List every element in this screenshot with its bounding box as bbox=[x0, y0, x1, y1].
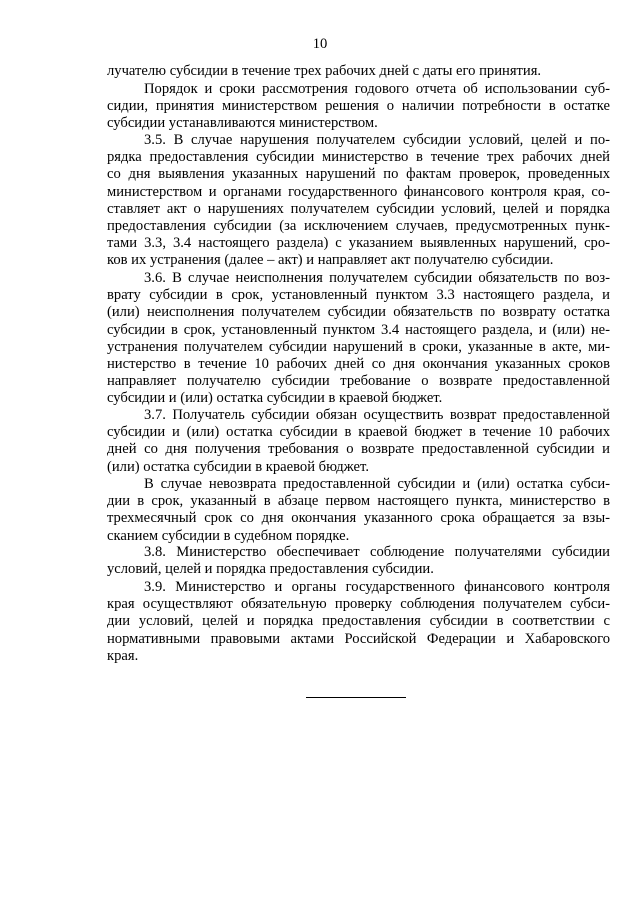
text-line: нормативными правовыми актами Российской Федерации и Хабаровского bbox=[107, 630, 610, 647]
text-line: ков их устранения (далее – акт) и направляет акт получателю субсидии. bbox=[107, 252, 554, 269]
paragraph-annual-report-review bbox=[107, 81, 610, 133]
text-line: дии условий, целей и порядка предоставления субсидии в соответствии с bbox=[107, 613, 610, 630]
text-line: 3.7. Получатель субсидии обязан осуществить возврат предоставленной bbox=[144, 407, 610, 423]
text-line: со дня выявления указанных нарушений по фактам проверок, проведенных bbox=[107, 166, 610, 183]
text-line: субсидии и (или) остатка субсидии в краевой бюджет в течение 10 рабочих bbox=[107, 424, 610, 441]
text-line: условий, целей и порядка предоставления субсидии. bbox=[107, 561, 434, 578]
text-line: края. bbox=[107, 647, 139, 664]
paragraph-3-5 bbox=[107, 132, 610, 270]
text-line: сидии, принятия министерством решения о наличии потребности в остатке bbox=[107, 98, 610, 115]
text-line: направляет получателю субсидии требование о возврате предоставленной bbox=[107, 373, 610, 390]
page-number: 10 bbox=[312, 36, 328, 52]
paragraph-3-8 bbox=[107, 544, 610, 578]
text-line: 3.8. Министерство обеспечивает соблюдение получателями субсидии bbox=[144, 544, 610, 560]
text-line: (или) неисполнения получателем субсидии обязательств по возврату остатка bbox=[107, 304, 610, 321]
text-line: нистерство в течение 10 рабочих дней со дня окончания указанных сроков bbox=[107, 356, 610, 373]
text-line: врату субсидии в срок, установленный пунктом 3.3 настоящего раздела, и bbox=[107, 287, 610, 304]
paragraph-3-6 bbox=[107, 270, 610, 408]
text-line: сканием субсидии в судебном порядке. bbox=[107, 527, 350, 544]
text-line: министерством и органами государственного финансового контроля края, со- bbox=[107, 183, 610, 200]
text-line: В случае невозврата предоставленной субсидии и (или) остатка субси- bbox=[144, 476, 610, 492]
paragraph-3-7 bbox=[107, 407, 610, 476]
text-line: ставляет акт о нарушениях получателем субсидии условий, целей и порядка bbox=[107, 200, 610, 217]
end-separator-line bbox=[306, 697, 406, 698]
text-line: лучателю субсидии в течение трех рабочих дней с даты его принятия. bbox=[107, 63, 542, 79]
text-line: субсидии устанавливаются министерством. bbox=[107, 115, 378, 132]
text-line: устранения получателем субсидии нарушений в сроки, указанные в акте, ми- bbox=[107, 338, 610, 355]
text-line: края осуществляют обязательную проверку соблюдения получателем субси- bbox=[107, 596, 610, 613]
text-line: дии в срок, указанный в абзаце первом настоящего пункта, министерство в bbox=[107, 493, 610, 510]
text-line: 3.6. В случае неисполнения получателем субсидии обязательств по воз- bbox=[144, 270, 610, 286]
text-line: 3.9. Министерство и органы государственного финансового контроля bbox=[144, 579, 610, 595]
paragraph-continuation bbox=[107, 63, 610, 80]
text-line: дней со дня получения требования о возврате предоставленной субсидии и bbox=[107, 441, 610, 458]
text-line: Порядок и сроки рассмотрения годового отчета об использовании суб- bbox=[144, 81, 610, 97]
text-line: трехмесячный срок со дня окончания указанного срока обращается за взы- bbox=[107, 510, 610, 527]
paragraph-3-7-continuation bbox=[107, 476, 610, 545]
text-line: 3.5. В случае нарушения получателем субсидии условий, целей и по- bbox=[144, 132, 610, 148]
text-line: субсидии и (или) остатка субсидии в краевой бюджет. bbox=[107, 390, 443, 407]
text-line: субсидии в срок, установленный пунктом 3.4 настоящего раздела, и (или) не- bbox=[107, 321, 610, 338]
text-line: тами 3.3, 3.4 настоящего раздела) с указанием выявленных нарушений, сро- bbox=[107, 235, 610, 252]
text-line: предоставления субсидии (за исключением случаев, предусмотренных пунк- bbox=[107, 218, 610, 235]
text-line: рядка предоставления субсидии министерство в течение трех рабочих дней bbox=[107, 149, 610, 166]
paragraph-3-9 bbox=[107, 579, 610, 665]
text-line: (или) остатка субсидии в краевой бюджет. bbox=[107, 458, 369, 475]
